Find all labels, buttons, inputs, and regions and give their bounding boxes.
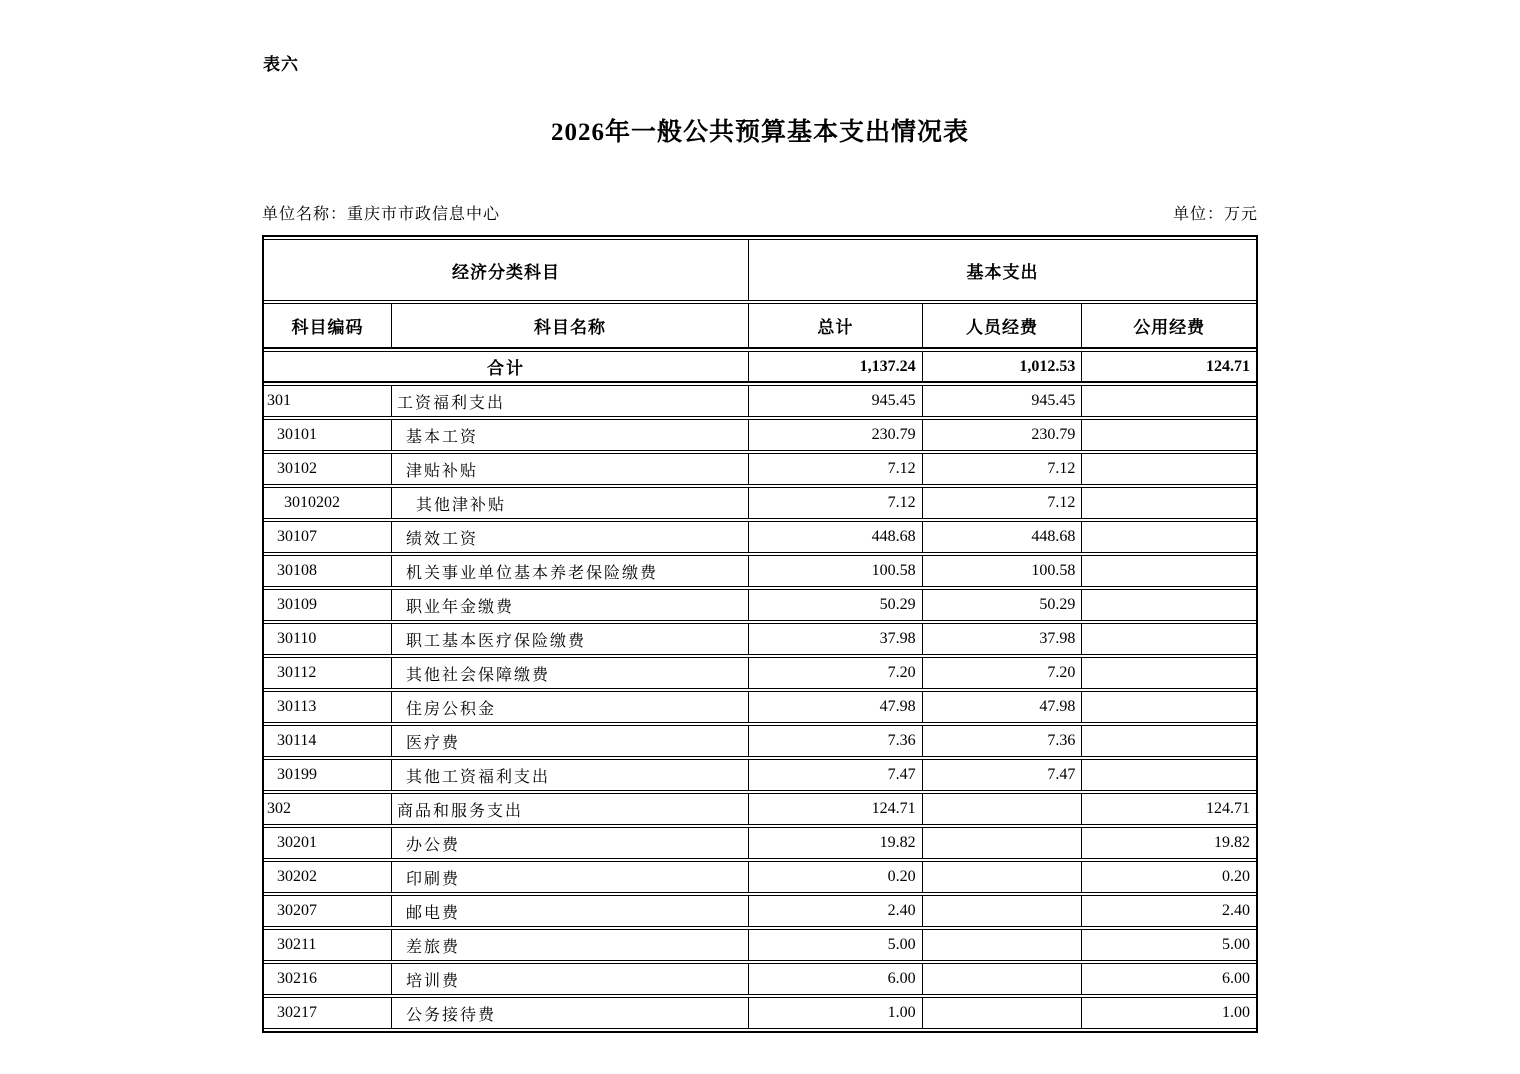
cell-public-funds: 2.40 xyxy=(1082,895,1256,927)
budget-table-container xyxy=(262,235,1258,1033)
data-row xyxy=(264,929,1256,961)
cell-public-funds xyxy=(1082,419,1256,451)
cell-public-funds xyxy=(1082,759,1256,791)
data-row xyxy=(264,827,1256,859)
cell-personnel-funds: 47.98 xyxy=(923,691,1083,723)
cell-subject-name: 培训费 xyxy=(392,963,749,995)
cell-subject-code: 30110 xyxy=(264,623,392,655)
cell-subject-code: 30102 xyxy=(264,453,392,485)
cell-public-funds xyxy=(1082,623,1256,655)
data-row xyxy=(264,997,1256,1029)
data-row xyxy=(264,963,1256,995)
table-body xyxy=(264,351,1256,1029)
cell-total: 7.20 xyxy=(749,657,923,689)
cell-total: 19.82 xyxy=(749,827,923,859)
cell-subject-name: 住房公积金 xyxy=(392,691,749,723)
unit-of-measure-text: 单位：万元 xyxy=(1172,206,1258,223)
cell-total: 7.36 xyxy=(749,725,923,757)
data-row xyxy=(264,555,1256,587)
cell-public-funds xyxy=(1082,521,1256,553)
cell-subject-code: 30109 xyxy=(264,589,392,621)
cell-public-funds xyxy=(1082,657,1256,689)
cell-subject-name: 工资福利支出 xyxy=(392,385,749,417)
cell-personnel-funds: 230.79 xyxy=(923,419,1083,451)
cell-subject-code: 30112 xyxy=(264,657,392,689)
total-row xyxy=(264,351,1256,383)
cell-subject-name: 津贴补贴 xyxy=(392,453,749,485)
cell-subject-name: 职工基本医疗保险缴费 xyxy=(392,623,749,655)
table-header-group-row xyxy=(264,239,1256,301)
data-row xyxy=(264,725,1256,757)
document-title: 2026年一般公共预算基本支出情况表 xyxy=(550,119,969,146)
cell-personnel-funds: 7.47 xyxy=(923,759,1083,791)
cell-total: 7.12 xyxy=(749,453,923,485)
cell-subject-code: 30107 xyxy=(264,521,392,553)
header-subject-code: 科目编码 xyxy=(264,303,392,349)
cell-subject-name: 医疗费 xyxy=(392,725,749,757)
cell-public-funds: 124.71 xyxy=(1082,793,1256,825)
data-row xyxy=(264,793,1256,825)
total-row-total-value: 1,137.24 xyxy=(749,351,923,383)
table-header-columns-row xyxy=(264,303,1256,349)
total-row-label: 合计 xyxy=(264,351,749,383)
total-row-public-value: 124.71 xyxy=(1082,351,1256,383)
cell-subject-name: 机关事业单位基本养老保险缴费 xyxy=(392,555,749,587)
cell-subject-name: 其他社会保障缴费 xyxy=(392,657,749,689)
cell-subject-name: 办公费 xyxy=(392,827,749,859)
cell-subject-code: 30108 xyxy=(264,555,392,587)
cell-subject-code: 30101 xyxy=(264,419,392,451)
cell-subject-code: 30211 xyxy=(264,929,392,961)
cell-personnel-funds: 7.12 xyxy=(923,487,1083,519)
cell-total: 50.29 xyxy=(749,589,923,621)
cell-personnel-funds: 448.68 xyxy=(923,521,1083,553)
cell-public-funds xyxy=(1082,385,1256,417)
cell-total: 230.79 xyxy=(749,419,923,451)
cell-subject-code: 301 xyxy=(264,385,392,417)
cell-public-funds xyxy=(1082,555,1256,587)
cell-public-funds xyxy=(1082,725,1256,757)
cell-subject-name: 差旅费 xyxy=(392,929,749,961)
cell-total: 6.00 xyxy=(749,963,923,995)
cell-subject-code: 3010202 xyxy=(264,487,392,519)
data-row xyxy=(264,623,1256,655)
cell-subject-name: 公务接待费 xyxy=(392,997,749,1029)
cell-personnel-funds: 7.36 xyxy=(923,725,1083,757)
cell-subject-code: 30113 xyxy=(264,691,392,723)
cell-public-funds: 5.00 xyxy=(1082,929,1256,961)
cell-total: 945.45 xyxy=(749,385,923,417)
cell-subject-code: 30217 xyxy=(264,997,392,1029)
cell-personnel-funds: 7.12 xyxy=(923,453,1083,485)
cell-total: 1.00 xyxy=(749,997,923,1029)
table-number-label: 表六 xyxy=(263,55,299,74)
data-row xyxy=(264,759,1256,791)
cell-personnel-funds: 7.20 xyxy=(923,657,1083,689)
cell-subject-name: 其他工资福利支出 xyxy=(392,759,749,791)
header-personnel-funds: 人员经费 xyxy=(923,303,1083,349)
cell-personnel-funds: 100.58 xyxy=(923,555,1083,587)
data-row xyxy=(264,657,1256,689)
cell-total: 5.00 xyxy=(749,929,923,961)
cell-total: 0.20 xyxy=(749,861,923,893)
cell-subject-name: 职业年金缴费 xyxy=(392,589,749,621)
cell-total: 100.58 xyxy=(749,555,923,587)
cell-personnel-funds xyxy=(923,861,1083,893)
cell-public-funds xyxy=(1082,691,1256,723)
cell-personnel-funds: 50.29 xyxy=(923,589,1083,621)
cell-subject-name: 商品和服务支出 xyxy=(392,793,749,825)
cell-subject-code: 30201 xyxy=(264,827,392,859)
data-row xyxy=(264,487,1256,519)
cell-personnel-funds xyxy=(923,895,1083,927)
cell-subject-name: 基本工资 xyxy=(392,419,749,451)
cell-public-funds: 1.00 xyxy=(1082,997,1256,1029)
cell-public-funds: 0.20 xyxy=(1082,861,1256,893)
cell-public-funds xyxy=(1082,487,1256,519)
data-row xyxy=(264,861,1256,893)
cell-total: 47.98 xyxy=(749,691,923,723)
header-total: 总计 xyxy=(749,303,923,349)
cell-public-funds xyxy=(1082,589,1256,621)
cell-personnel-funds xyxy=(923,793,1083,825)
cell-subject-code: 30199 xyxy=(264,759,392,791)
budget-table xyxy=(264,237,1256,1031)
cell-subject-name: 其他津补贴 xyxy=(392,487,749,519)
data-row xyxy=(264,453,1256,485)
cell-subject-name: 邮电费 xyxy=(392,895,749,927)
meta-row xyxy=(262,201,1258,224)
data-row xyxy=(264,589,1256,621)
cell-subject-code: 30202 xyxy=(264,861,392,893)
cell-public-funds xyxy=(1082,453,1256,485)
cell-personnel-funds: 37.98 xyxy=(923,623,1083,655)
cell-total: 7.47 xyxy=(749,759,923,791)
header-subject-name: 科目名称 xyxy=(392,303,749,349)
cell-subject-name: 绩效工资 xyxy=(392,521,749,553)
data-row xyxy=(264,521,1256,553)
cell-personnel-funds: 945.45 xyxy=(923,385,1083,417)
cell-personnel-funds xyxy=(923,963,1083,995)
cell-subject-name: 印刷费 xyxy=(392,861,749,893)
total-row-personnel-value: 1,012.53 xyxy=(923,351,1083,383)
cell-personnel-funds xyxy=(923,929,1083,961)
cell-subject-code: 30207 xyxy=(264,895,392,927)
data-row xyxy=(264,385,1256,417)
cell-personnel-funds xyxy=(923,997,1083,1029)
cell-total: 7.12 xyxy=(749,487,923,519)
data-row xyxy=(264,691,1256,723)
cell-subject-code: 30216 xyxy=(264,963,392,995)
header-economic-classification: 经济分类科目 xyxy=(264,239,749,301)
cell-total: 2.40 xyxy=(749,895,923,927)
data-row xyxy=(264,895,1256,927)
header-public-funds: 公用经费 xyxy=(1082,303,1256,349)
cell-total: 124.71 xyxy=(749,793,923,825)
unit-name-text: 单位名称：重庆市市政信息中心 xyxy=(262,206,501,223)
cell-total: 37.98 xyxy=(749,623,923,655)
header-basic-expenditure: 基本支出 xyxy=(749,239,1256,301)
cell-public-funds: 6.00 xyxy=(1082,963,1256,995)
cell-subject-code: 302 xyxy=(264,793,392,825)
cell-subject-code: 30114 xyxy=(264,725,392,757)
cell-public-funds: 19.82 xyxy=(1082,827,1256,859)
cell-personnel-funds xyxy=(923,827,1083,859)
cell-total: 448.68 xyxy=(749,521,923,553)
data-row xyxy=(264,419,1256,451)
